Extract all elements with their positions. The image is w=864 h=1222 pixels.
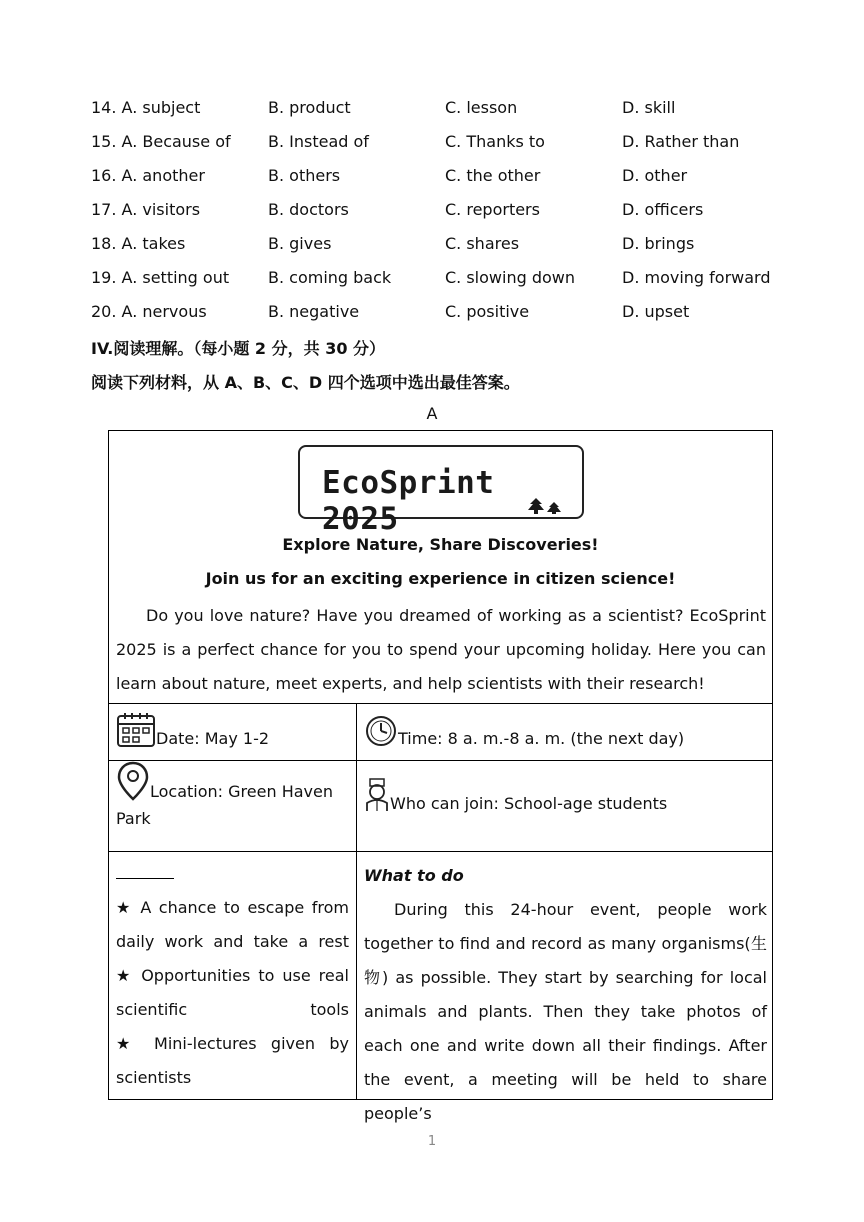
option-a: 14. A. subject [91, 98, 201, 117]
option-row-18 [0, 234, 864, 260]
option-c: C. Thanks to [445, 132, 545, 151]
option-b: B. coming back [268, 268, 392, 287]
divider [109, 703, 772, 704]
option-b: B. Instead of [268, 132, 369, 151]
option-row-15 [0, 132, 864, 158]
option-row-19 [0, 268, 864, 294]
time-cell [364, 714, 684, 748]
option-row-14 [0, 98, 864, 124]
option-d: D. moving forward [622, 268, 771, 287]
date-text: Date: May 1-2 [156, 729, 270, 748]
option-d: D. upset [622, 302, 690, 321]
option-c: C. shares [445, 234, 520, 253]
option-b: B. doctors [268, 200, 349, 219]
option-a: 15. A. Because of [91, 132, 231, 151]
column-divider [356, 703, 357, 1100]
student-icon [364, 777, 390, 813]
location-pin-icon [116, 761, 150, 801]
date-cell [116, 712, 269, 748]
what-to-do-body: During this 24-hour event, people work together to find and record as many organisms(生物) as possible. They start by searching for local animals and plants. Then they take photos of each one and write down all their findings. After the event, a meeting will be held to share people’s [364, 900, 767, 1123]
option-b: B. others [268, 166, 341, 185]
clock-icon [364, 714, 398, 748]
option-a: 18. A. takes [91, 234, 186, 253]
option-a: 20. A. nervous [91, 302, 207, 321]
tree-icon [528, 497, 568, 515]
divider [109, 851, 772, 852]
who-cell [364, 777, 667, 813]
option-c: C. lesson [445, 98, 518, 117]
who-text: Who can join: School-age students [390, 794, 668, 813]
option-d: D. Rather than [622, 132, 740, 151]
option-a: 17. A. visitors [91, 200, 201, 219]
flyer-subtitle: Join us for an exciting experience in citizen science! [205, 569, 676, 588]
option-d: D. brings [622, 234, 695, 253]
passage-label: A [426, 404, 438, 423]
answer-blank [116, 857, 349, 891]
feature-item: ★ Opportunities to use real scientific tools [116, 966, 349, 1019]
flyer-tagline: Explore Nature, Share Discoveries! [282, 535, 599, 554]
option-d: D. skill [622, 98, 676, 117]
features-list [116, 857, 349, 1095]
option-d: D. other [622, 166, 688, 185]
logo-text: EcoSprint 2025 [322, 465, 495, 537]
option-b: B. negative [268, 302, 360, 321]
time-text: Time: 8 a. m.-8 a. m. (the next day) [398, 729, 685, 748]
section-instruction: 阅读下列材料，从 A、B、C、D 四个选项中选出最佳答案。 [91, 373, 520, 392]
location-cell [116, 761, 348, 832]
option-row-17 [0, 200, 864, 226]
page-number: 1 [427, 1134, 437, 1149]
option-c: C. positive [445, 302, 530, 321]
location-text: Location: Green Haven Park [116, 782, 333, 828]
feature-item: ★ A chance to escape from daily work and take a rest [116, 898, 349, 951]
option-c: C. reporters [445, 200, 540, 219]
ecosprint-logo [298, 445, 584, 537]
option-row-16 [0, 166, 864, 192]
section-title: IV.阅读理解。（每小题 2 分，共 30 分） [91, 339, 386, 358]
what-to-do [364, 859, 767, 1131]
option-d: D. officers [622, 200, 704, 219]
flyer-intro: Do you love nature? Have you dreamed of working as a scientist? EcoSprint 2025 is a perfect chance for you to spend your upcoming holiday. Here you can learn about nature, meet experts, and help scientists with their research! [116, 606, 766, 693]
option-c: C. the other [445, 166, 541, 185]
option-a: 16. A. another [91, 166, 205, 185]
option-b: B. gives [268, 234, 332, 253]
option-c: C. slowing down [445, 268, 575, 287]
option-b: B. product [268, 98, 351, 117]
feature-item: ★ Mini-lectures given by scientists [116, 1034, 349, 1087]
what-to-do-title: What to do [364, 866, 464, 885]
flyer-box [108, 430, 773, 1123]
option-row-20 [0, 302, 864, 328]
option-a: 19. A. setting out [91, 268, 230, 287]
calendar-icon [116, 712, 156, 748]
